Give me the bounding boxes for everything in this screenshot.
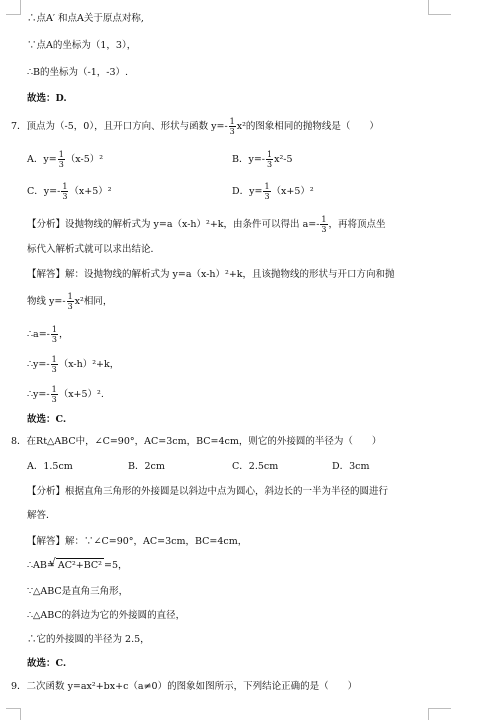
x-squared: x² (74, 296, 84, 307)
x-squared: x² (236, 121, 246, 132)
option-c: C．2.5cm (232, 461, 279, 472)
square-root: √ AC²+BC² (56, 558, 104, 573)
question-8: 8．在Rt△ABC中，∠C=90°，AC=3cm，BC=4cm，则它的外接圆的半径为（ ） (11, 436, 382, 447)
question-7 (11, 117, 379, 136)
option-b: B．2cm (128, 461, 165, 472)
fraction-one-third: $\frac{1}{3}$ (321, 215, 327, 234)
fraction-one-third: $\frac{1}{3}$ (264, 182, 270, 201)
option-b: B．y=- $\frac{1}{3}$ x²-5 (232, 150, 293, 169)
question-7-text: 7．顶点为（-5，0），且开口方向、形状与函数 y=- (11, 121, 228, 132)
page-corner-mark-top-left (6, 0, 21, 15)
solution-line: ∵△ABC是直角三角形， (27, 586, 129, 597)
solution-line: ∴B的坐标为（-1，-3）. (27, 67, 129, 78)
solution-line: ∴它的外接圆的半径为 2.5， (27, 634, 150, 645)
question-7-text: 的图象相同的抛物线是（ ） (245, 121, 379, 132)
solution-line: ∴y=- $\frac{1}{3}$ （x-h）²+k， (27, 355, 120, 374)
option-a: A．1.5cm (27, 461, 73, 472)
option-d: D．y= $\frac{1}{3}$ （x+5）² (232, 182, 314, 201)
analysis-line: 【分析】根据直角三角形的外接圆是以斜边中点为圆心，斜边长的一半为半径的圆进行 (27, 486, 389, 497)
option-d: D．3cm (332, 461, 370, 472)
solution-line: ∴△ABC的斜边为它的外接圆的直径， (27, 610, 186, 621)
solution-line: ∴a=- $\frac{1}{3}$ ， (27, 325, 69, 344)
option-a: A．y= $\frac{1}{3}$ （x-5）² (27, 150, 104, 169)
page-corner-mark-bottom-right (428, 708, 451, 720)
solution-line: ∴AB=√ AC²+BC² =5， (27, 558, 128, 573)
fraction-one-third: $\frac{1}{3}$ (267, 150, 273, 169)
solution-line: ∴y=- $\frac{1}{3}$ （x+5）². (27, 385, 104, 404)
solution-line: 物线 y=- $\frac{1}{3}$ x²相同， (27, 292, 113, 311)
page-corner-mark-bottom-left (6, 708, 21, 720)
answer-line: 故选：C. (27, 414, 67, 425)
solution-line: 【解答】解：设抛物线的解析式为 y=a（x-h）²+k，且该抛物线的形状与开口方向和抛 (27, 269, 395, 280)
analysis-line: 解答． (27, 510, 56, 521)
fraction-one-third: $\frac{1}{3}$ (62, 182, 68, 201)
analysis-line: 【分析】设抛物线的解析式为 y=a（x-h）²+k，由条件可以得出 a=- $\frac{1}{3}$ ，再将顶点坐 (27, 215, 386, 234)
fraction-one-third: $\frac{1}{3}$ (51, 385, 57, 404)
fraction-one-third: $\frac{1}{3}$ (229, 117, 235, 136)
solution-line: 【解答】解：∵∠C=90°，AC=3cm，BC=4cm， (27, 536, 248, 547)
option-c: C．y=- $\frac{1}{3}$ （x+5）² (27, 182, 112, 201)
fraction-one-third: $\frac{1}{3}$ (51, 325, 57, 344)
analysis-line: 标代入解析式就可以求出结论． (27, 244, 161, 255)
solution-line: ∴点A′ 和点A关于原点对称, (27, 13, 144, 24)
answer-line: 故选：D. (27, 93, 67, 104)
page-corner-mark-top-right (428, 0, 451, 15)
fraction-one-third: $\frac{1}{3}$ (67, 292, 73, 311)
answer-line: 故选：C. (27, 658, 67, 669)
fraction-one-third: $\frac{1}{3}$ (58, 150, 64, 169)
question-9: 9．二次函数 y=ax²+bx+c（a≠0）的图象如图所示，下列结论正确的是（ ） (11, 681, 358, 692)
solution-line: ∵点A的坐标为（1，3）， (27, 40, 137, 51)
fraction-one-third: $\frac{1}{3}$ (51, 355, 57, 374)
